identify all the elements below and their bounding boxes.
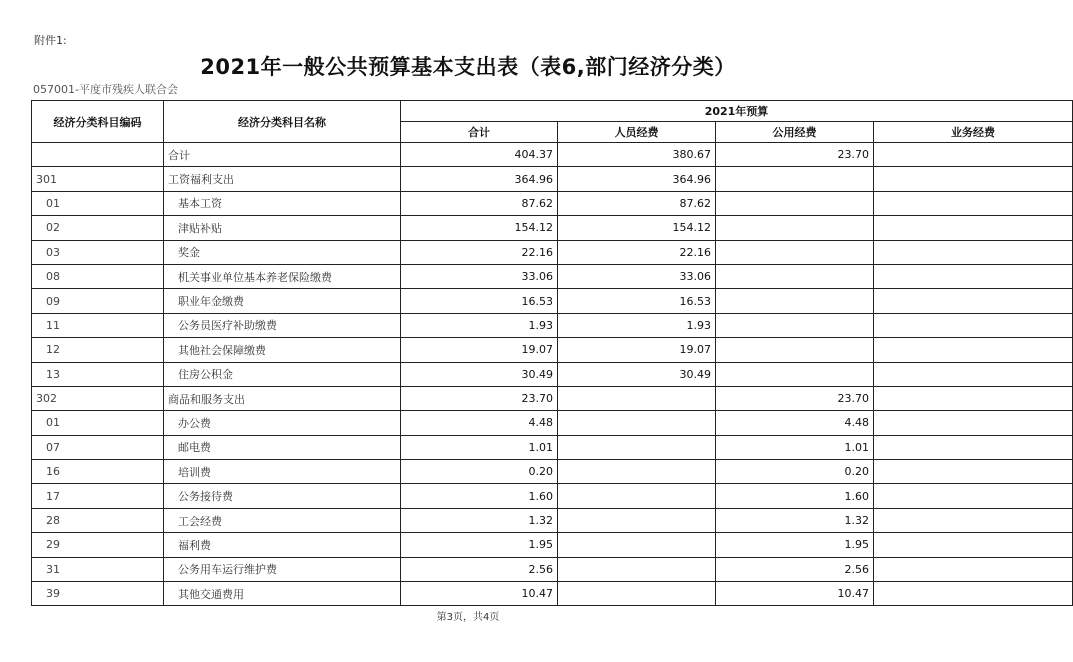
row-code: 28 [32,508,164,532]
row-code: 301 [32,167,164,191]
row-code: 13 [32,362,164,386]
table-row [32,143,1073,167]
unit-label: 057001-平度市残疾人联合会 [33,83,178,96]
row-total: 10.47 [401,582,558,606]
row-total: 33.06 [401,264,558,288]
row-code: 12 [32,338,164,362]
row-personnel: 30.49 [558,362,716,386]
row-total: 0.20 [401,460,558,484]
row-total: 1.93 [401,313,558,337]
row-total: 2.56 [401,557,558,581]
row-personnel [558,484,716,508]
row-business [874,264,1073,288]
row-code: 29 [32,533,164,557]
row-business [874,533,1073,557]
header-public: 公用经费 [716,122,874,143]
header-personnel: 人员经费 [558,122,716,143]
row-personnel: 154.12 [558,216,716,240]
table-row [32,264,1073,288]
row-name: 职业年金缴费 [164,289,401,313]
row-name: 津贴补贴 [164,216,401,240]
row-code: 01 [32,191,164,215]
row-business [874,484,1073,508]
row-code: 09 [32,289,164,313]
row-public [716,362,874,386]
row-total: 19.07 [401,338,558,362]
row-name: 福利费 [164,533,401,557]
table-row [32,508,1073,532]
table-row [32,240,1073,264]
row-code: 39 [32,582,164,606]
table-row [32,411,1073,435]
row-code: 03 [32,240,164,264]
row-personnel: 87.62 [558,191,716,215]
table-row [32,386,1073,410]
row-name: 办公费 [164,411,401,435]
row-public [716,216,874,240]
row-personnel [558,508,716,532]
row-total: 16.53 [401,289,558,313]
row-business [874,191,1073,215]
row-name: 其他社会保障缴费 [164,338,401,362]
row-name: 机关事业单位基本养老保险缴费 [164,264,401,288]
row-personnel: 22.16 [558,240,716,264]
row-name: 工会经费 [164,508,401,532]
row-personnel [558,582,716,606]
row-public: 23.70 [716,143,874,167]
row-business [874,216,1073,240]
page-title: 2021年一般公共预算基本支出表（表6,部门经济分类） [200,55,736,79]
table-row [32,338,1073,362]
row-business [874,460,1073,484]
row-public [716,264,874,288]
row-personnel [558,557,716,581]
table-row [32,289,1073,313]
header-total: 合计 [401,122,558,143]
header-budget-group: 2021年预算 [401,101,1073,122]
row-code: 16 [32,460,164,484]
row-code: 31 [32,557,164,581]
row-business [874,386,1073,410]
table-row [32,533,1073,557]
row-personnel: 364.96 [558,167,716,191]
row-total: 404.37 [401,143,558,167]
row-public [716,289,874,313]
table-row [32,216,1073,240]
table-row [32,460,1073,484]
attachment-label: 附件1: [34,34,67,47]
row-personnel [558,411,716,435]
row-code: 07 [32,435,164,459]
row-business [874,362,1073,386]
row-public [716,313,874,337]
row-total: 22.16 [401,240,558,264]
table-row [32,557,1073,581]
row-public: 1.60 [716,484,874,508]
row-name: 工资福利支出 [164,167,401,191]
row-name: 其他交通费用 [164,582,401,606]
row-public: 1.01 [716,435,874,459]
row-total: 1.01 [401,435,558,459]
row-personnel: 33.06 [558,264,716,288]
row-name: 商品和服务支出 [164,386,401,410]
row-personnel: 380.67 [558,143,716,167]
row-name: 培训费 [164,460,401,484]
row-business [874,167,1073,191]
row-name: 奖金 [164,240,401,264]
row-code [32,143,164,167]
row-name: 住房公积金 [164,362,401,386]
row-total: 4.48 [401,411,558,435]
table-row [32,582,1073,606]
row-public [716,167,874,191]
row-business [874,289,1073,313]
row-name: 公务接待费 [164,484,401,508]
row-total: 23.70 [401,386,558,410]
row-business [874,435,1073,459]
row-code: 02 [32,216,164,240]
page-footer: 第3页，共4页 [436,612,500,623]
row-public: 10.47 [716,582,874,606]
row-code: 08 [32,264,164,288]
row-business [874,508,1073,532]
row-public: 0.20 [716,460,874,484]
row-name: 公务员医疗补助缴费 [164,313,401,337]
header-row-group [32,101,1073,122]
row-name: 公务用车运行维护费 [164,557,401,581]
table-row [32,435,1073,459]
row-public: 1.32 [716,508,874,532]
row-public: 23.70 [716,386,874,410]
row-business [874,582,1073,606]
row-personnel [558,533,716,557]
header-code: 经济分类科目编码 [32,101,164,143]
row-business [874,313,1073,337]
row-name: 基本工资 [164,191,401,215]
budget-table [31,100,1073,606]
row-public [716,338,874,362]
row-public: 1.95 [716,533,874,557]
table-row [32,167,1073,191]
table-row [32,362,1073,386]
row-code: 11 [32,313,164,337]
row-code: 302 [32,386,164,410]
row-name: 邮电费 [164,435,401,459]
row-total: 30.49 [401,362,558,386]
row-total: 1.32 [401,508,558,532]
row-personnel [558,386,716,410]
header-name: 经济分类科目名称 [164,101,401,143]
row-business [874,143,1073,167]
row-total: 87.62 [401,191,558,215]
row-personnel: 16.53 [558,289,716,313]
row-business [874,338,1073,362]
row-total: 154.12 [401,216,558,240]
row-public: 2.56 [716,557,874,581]
row-personnel [558,435,716,459]
table-row [32,191,1073,215]
row-business [874,411,1073,435]
table-row [32,313,1073,337]
table-row [32,484,1073,508]
row-total: 364.96 [401,167,558,191]
row-name: 合计 [164,143,401,167]
row-total: 1.60 [401,484,558,508]
row-code: 01 [32,411,164,435]
row-public [716,240,874,264]
row-personnel: 19.07 [558,338,716,362]
row-personnel [558,460,716,484]
row-public [716,191,874,215]
row-public: 4.48 [716,411,874,435]
row-total: 1.95 [401,533,558,557]
row-business [874,557,1073,581]
row-code: 17 [32,484,164,508]
row-personnel: 1.93 [558,313,716,337]
row-business [874,240,1073,264]
header-business: 业务经费 [874,122,1073,143]
